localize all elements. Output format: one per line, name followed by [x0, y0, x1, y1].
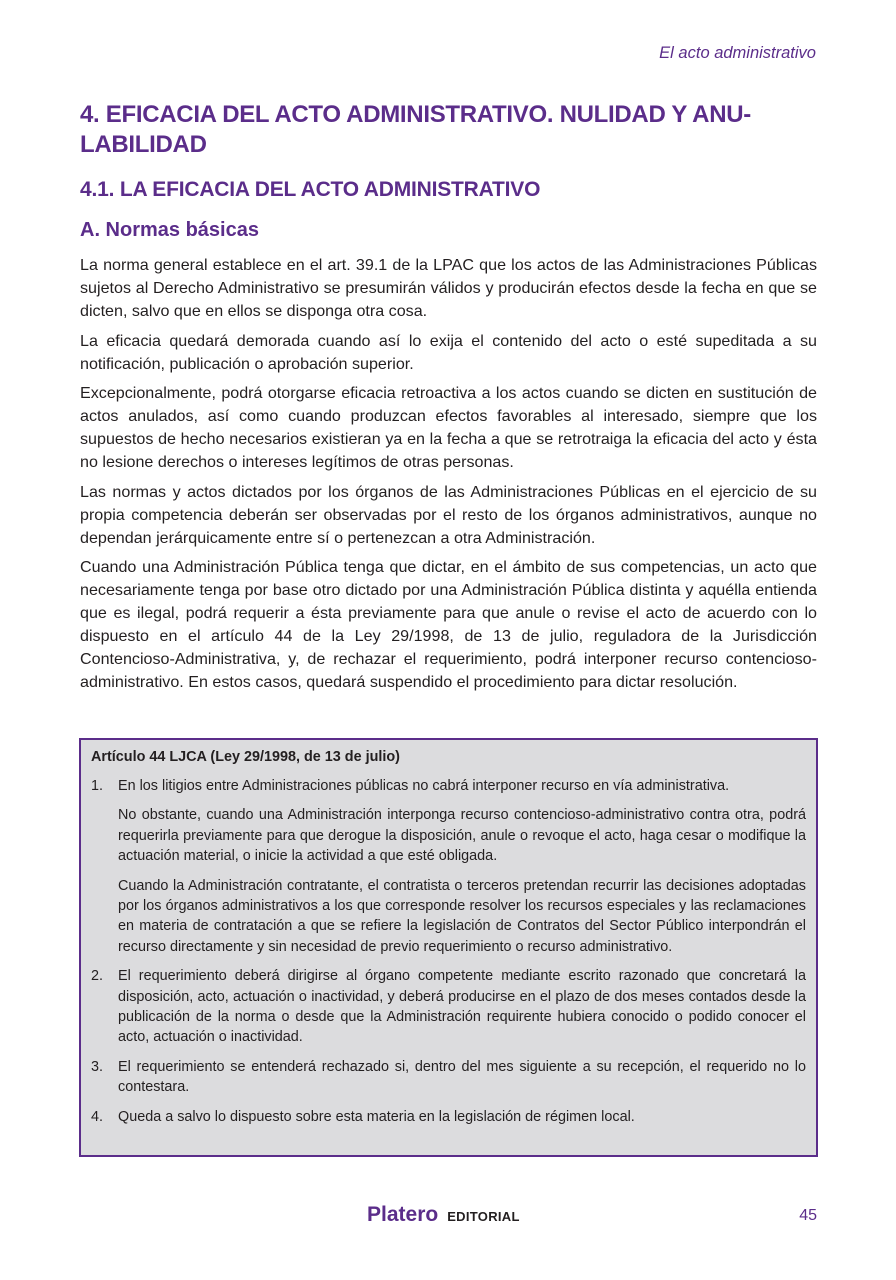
paragraph: Excepcionalmente, podrá otorgarse eficacia retroactiva a los actos cuando se dicten en sustitución de actos anulados, así como cuando produzcan efectos favorables al interesado, siempre que los supuestos de hecho necesarios existieran ya en la fecha a que se retrotraiga la eficacia del acto y ésta no lesione derechos o intereses legítimos de otras personas.	[80, 384, 817, 471]
paragraph: La norma general establece en el art. 39.1 de la LPAC que los actos de las Administraciones Públicas sujetos al Derecho Administrativo se presumirán válidos y producirán efectos desde la fecha en que se dicten, salvo que en ellos se disponga otra cosa.	[80, 256, 817, 320]
item-number: 2.	[91, 968, 104, 985]
item-number: 3.	[91, 1058, 104, 1075]
item-body	[118, 1057, 806, 1098]
list-item	[91, 776, 806, 957]
publisher-logo	[367, 1203, 520, 1227]
page-number: 45	[799, 1207, 817, 1224]
publisher-name: Platero	[367, 1203, 439, 1226]
list-item	[91, 1107, 806, 1127]
item-paragraph: Queda a salvo lo dispuesto sobre esta materia en la legislación de régimen local.	[118, 1108, 635, 1125]
list-item	[91, 966, 806, 1048]
item-number: 4.	[91, 1108, 104, 1125]
paragraph: La eficacia quedará demorada cuando así lo exija el contenido del acto o esté supeditada a su notificación, publicación o aprobación superior.	[80, 331, 817, 373]
item-number: 1.	[91, 778, 104, 794]
item-paragraph: No obstante, cuando una Administración interponga recurso contencioso-administrativo contra otra, podrá requerirla previamente para que derogue la disposición, anule o revoque el acto, haga cesar o modifique la actuación material, o inicie la actividad a que esté obligada.	[118, 807, 806, 865]
item-body	[118, 966, 806, 1048]
item-paragraph: En los litigios entre Administraciones públicas no cabrá interponer recurso en vía administrativa.	[118, 778, 730, 794]
list-item	[91, 1057, 806, 1098]
item-body	[118, 776, 806, 957]
item-paragraph: El requerimiento se entenderá rechazado si, dentro del mes siguiente a su recepción, el requerido no lo contestara.	[118, 1058, 806, 1096]
body-text	[80, 254, 817, 694]
item-paragraph: El requerimiento deberá dirigirse al órgano competente mediante escrito razonado que concretará la disposición, acto, actuación o inactividad, y deberá producirse en el plazo de dos meses contados desde la publicación de la norma o desde que la Administración requirente hubiera conocido o podido conocer el acto, actuación o inactividad.	[118, 968, 806, 1046]
subsection-heading: 4.1. LA EFICACIA DEL ACTO ADMINISTRATIVO	[80, 178, 541, 201]
box-title: Artículo 44 LJCA (Ley 29/1998, de 13 de julio)	[91, 749, 400, 765]
paragraph: Las normas y actos dictados por los órganos de las Administraciones Públicas en el ejercicio de su propia competencia deberán ser observadas por el resto de los órganos administrativos, aunque no dependan jerárquicamente entre sí o pertenezcan a otra Administración.	[80, 482, 817, 547]
item-paragraph: Cuando la Administración contratante, el contratista o terceros pretendan recurrir las decisiones adoptadas por los órganos administrativos a los que corresponde resolver los recursos especiales y las reclamaciones en materia de contratación a que se refiere la legislación de Contratos del Sector Público interpondrán el recurso directamente y sin necesidad de previo requerimiento o recurso administrativo.	[118, 877, 806, 955]
publisher-label: EDITORIAL	[447, 1209, 520, 1224]
section-heading: 4. EFICACIA DEL ACTO ADMINISTRATIVO. NULIDAD Y ANU-LABILIDAD	[80, 101, 751, 158]
running-header: El acto administrativo	[659, 44, 816, 62]
main-content	[80, 100, 817, 701]
subsubsection-heading: A. Normas básicas	[80, 219, 259, 241]
legal-text-box	[79, 738, 818, 1157]
item-body	[118, 1107, 806, 1127]
paragraph: Cuando una Administración Pública tenga que dictar, en el ámbito de sus competencias, un acto que necesariamente tenga por base otro dictado por una Administración Pública distinta y aquélla entienda que es ilegal, podrá requerir a ésta previamente para que anule o revise el acto de acuerdo con lo dispuesto en el artículo 44 de la Ley 29/1998, de 13 de julio, reguladora de la Jurisdicción Contencioso-Administrativa, y, de rechazar el requerimiento, podrá interponer recurso contencioso-administrativo. En estos casos, quedará suspendido el procedimiento para dictar resolución.	[80, 558, 817, 691]
